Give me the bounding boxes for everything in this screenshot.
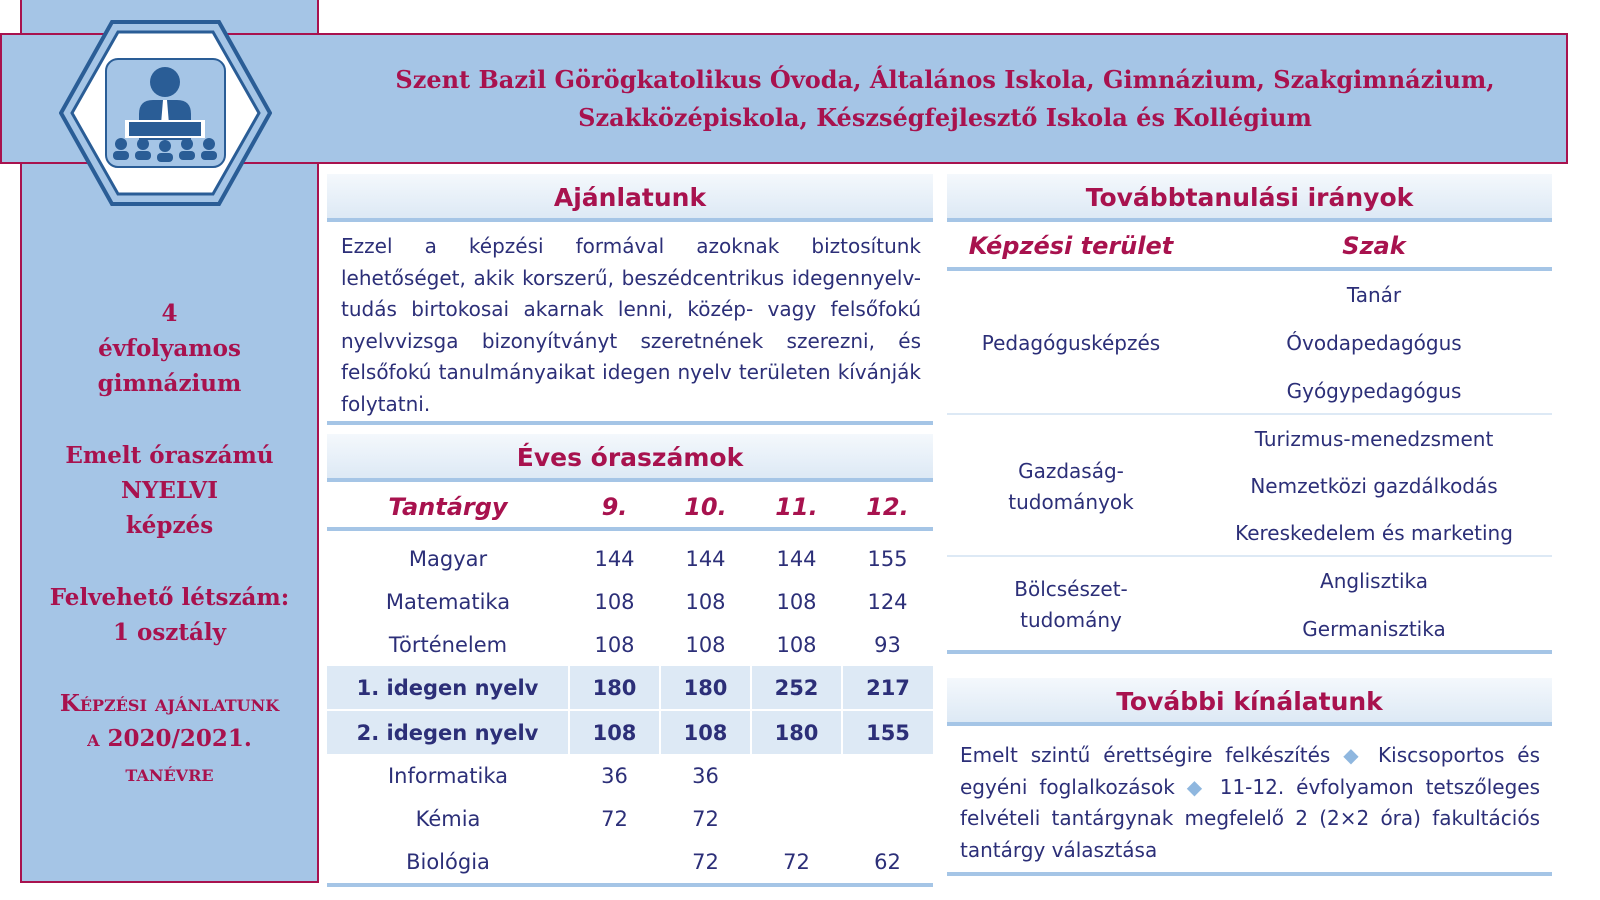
hours-title: Éves óraszámok <box>327 434 933 482</box>
hours-cell: 155 <box>867 546 908 571</box>
col-grade-11: 11. <box>751 487 842 529</box>
hours-cell <box>751 797 842 840</box>
offer-text: Ezzel a képzési formával azoknak biztosítunk lehetőséget, akik korszerű, beszédcentrikus idegennyelv-tudás birtokosai akarnak lenni, közép- vagy felsőfokú nyelvvizsga bizonyítványt szeretnének szerezni, és felsőfokú tanulmányaikat idegen nyelv területen kívánják folytatni. <box>341 234 921 416</box>
hours-cell: 108 <box>660 710 751 754</box>
hours-cell: 72 <box>660 840 751 885</box>
major-item: Turizmus-menedzsment <box>1254 427 1494 451</box>
hours-cell: 108 <box>594 589 635 614</box>
capacity <box>22 580 317 650</box>
table-row <box>327 797 933 840</box>
col-subject: Tantárgy <box>327 487 569 529</box>
diamond-bullet-icon: ◆ <box>1343 743 1366 767</box>
further-item: 11-12. évfolyamon tetszőleges felvételi tantárgynak megfelelő 2 (2×2 óra) fakultációs tantárgy választása <box>960 774 1541 862</box>
hours-cell: 108 <box>569 710 660 754</box>
capacity-label: Felvehető létszám: <box>49 584 290 611</box>
offer-year: 2020/2021. <box>107 725 252 752</box>
hours-cell <box>842 754 933 797</box>
major-item: Óvodapedagógus <box>1286 331 1462 355</box>
area-economics: Gazdaság- tudományok <box>1008 459 1134 514</box>
offer-line-2: a 2020/2021. <box>87 725 252 752</box>
program-label: évfolyamos <box>98 335 241 362</box>
program-years: 4 <box>161 300 178 327</box>
program-type <box>22 296 317 401</box>
hours-cell: 144 <box>776 546 817 571</box>
training-type <box>22 438 317 543</box>
major-item: Tanár <box>1346 283 1402 307</box>
table-row <box>327 840 933 885</box>
subject-cell: Matematika <box>385 589 511 614</box>
divider <box>947 555 1552 557</box>
divider <box>947 413 1552 415</box>
training-line-2: NYELVI <box>120 477 219 504</box>
divider <box>947 872 1552 876</box>
hours-cell: 72 <box>751 840 842 885</box>
hours-cell: 180 <box>660 666 751 710</box>
hours-cell: 252 <box>751 666 842 710</box>
directions-title: Továbbtanulási irányok <box>947 174 1552 222</box>
subject-cell: 2. idegen nyelv <box>327 710 569 754</box>
subject-cell: Biológia <box>327 840 569 885</box>
hours-cell: 108 <box>594 632 635 657</box>
hours-cell <box>842 797 933 840</box>
col-area: Képzési terület <box>968 232 1174 260</box>
hours-cell: 180 <box>751 710 842 754</box>
col-grade-10: 10. <box>660 487 751 529</box>
hours-cell: 155 <box>842 710 933 754</box>
offer-title: Ajánlatunk <box>327 174 933 222</box>
hours-header-row <box>327 487 933 529</box>
training-line-1: Emelt óraszámú <box>65 442 274 469</box>
subject-cell: Informatika <box>387 763 509 788</box>
subject-cell: 1. idegen nyelv <box>327 666 569 710</box>
hours-cell: 93 <box>874 632 901 657</box>
hours-cell: 108 <box>776 589 817 614</box>
offer-line-3: tanévre <box>125 760 214 787</box>
col-major: Szak <box>1342 232 1406 260</box>
major-item: Nemzetközi gazdálkodás <box>1250 474 1498 498</box>
offer-line-1: Képzési ajánlatunk <box>59 690 280 717</box>
hours-cell: 72 <box>601 806 628 831</box>
further-title: További kínálatunk <box>947 678 1552 726</box>
hours-cell <box>751 754 842 797</box>
presenter-audience-icon <box>59 20 272 206</box>
further-item: Kiscsoportos és egyéni foglalkozások <box>960 743 1541 799</box>
col-grade-9: 9. <box>569 487 660 529</box>
hours-cell: 108 <box>776 632 817 657</box>
table-row <box>327 529 933 580</box>
training-line-3: képzés <box>125 512 214 539</box>
hours-table <box>327 487 933 887</box>
major-item: Anglisztika <box>1320 569 1428 593</box>
hours-cell: 144 <box>685 546 726 571</box>
further-text <box>960 740 1540 866</box>
major-item: Kereskedelem és marketing <box>1235 521 1513 545</box>
major-item: Germanisztika <box>1302 617 1446 641</box>
hours-cell: 72 <box>692 806 719 831</box>
col-grade-12: 12. <box>842 487 933 529</box>
hours-cell: 217 <box>842 666 933 710</box>
subject-cell: Kémia <box>415 806 481 831</box>
hours-cell: 36 <box>692 763 719 788</box>
hours-cell: 62 <box>842 840 933 885</box>
table-row <box>327 754 933 797</box>
divider <box>947 650 1552 654</box>
further-item: Emelt szintű érettségire felkészítés <box>960 743 1331 767</box>
hours-cell: 144 <box>594 546 635 571</box>
hours-cell: 108 <box>685 632 726 657</box>
divider <box>947 267 1552 271</box>
school-name: Szent Bazil Görögkatolikus Óvoda, Általános Iskola, Gimnázium, Szakgimnázium, Szakközépiskola, Készségfejlesztő Iskola és Kollégium <box>395 65 1495 132</box>
hours-cell: 36 <box>601 763 628 788</box>
program-school: gimnázium <box>97 370 242 397</box>
diamond-bullet-icon: ◆ <box>1186 774 1208 799</box>
subject-cell: Magyar <box>408 546 488 571</box>
area-pedagogy: Pedagógusképzés <box>981 331 1161 355</box>
area-humanities: Bölcsészet- tudomány <box>1014 577 1128 632</box>
table-row-highlight <box>327 710 933 754</box>
table-row <box>327 623 933 666</box>
hours-cell: 108 <box>685 589 726 614</box>
hours-cell: 180 <box>569 666 660 710</box>
table-row-highlight <box>327 666 933 710</box>
major-item: Gyógypedagógus <box>1286 379 1462 403</box>
table-row <box>327 580 933 623</box>
hours-cell: 124 <box>867 589 908 614</box>
hours-cell <box>569 840 660 885</box>
capacity-value: 1 osztály <box>113 619 226 646</box>
subject-cell: Történelem <box>388 632 508 657</box>
divider <box>327 421 933 425</box>
school-year-offer <box>22 686 317 791</box>
